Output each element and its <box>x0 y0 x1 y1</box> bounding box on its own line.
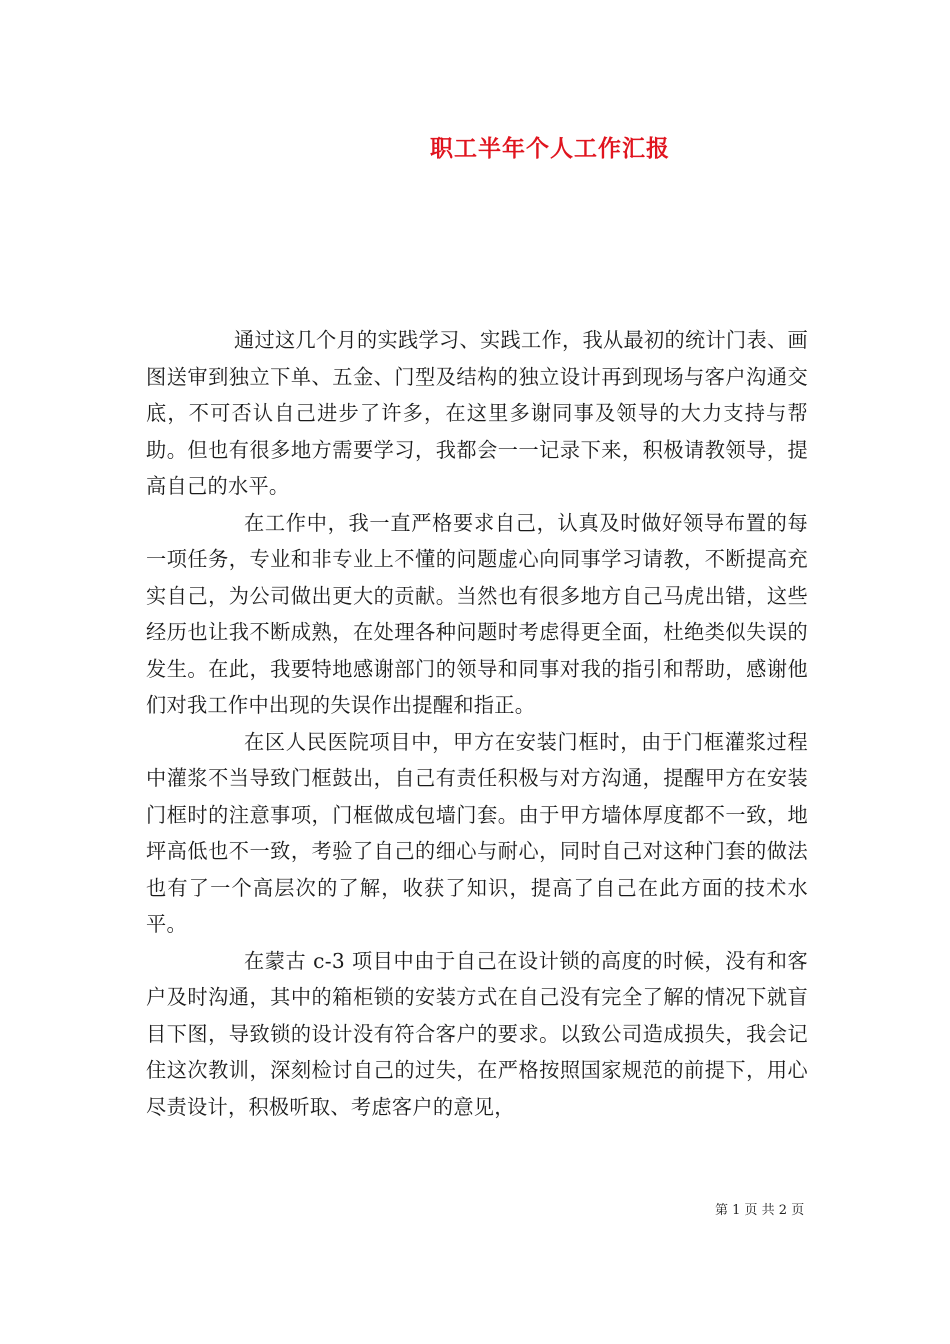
document-body <box>146 322 808 1125</box>
document-title: 职工半年个人工作汇报 <box>430 135 670 162</box>
paragraph-1: 通过这几个月的实践学习、实践工作，我从最初的统计门表、画图送审到独立下单、五金、门型及结构的独立设计再到现场与客户沟通交底，不可否认自己进步了许多，在这里多谢同事及领导的大力支持与帮助。但也有很多地方需要学习，我都会一一记录下来，积极请教领导，提高自己的水平。 <box>146 328 808 498</box>
paragraph-2: 在工作中，我一直严格要求自己，认真及时做好领导布置的每一项任务，专业和非专业上不懂的问题虚心向同事学习请教，不断提高充实自己，为公司做出更大的贡献。当然也有很多地方自己马虎出错，这些经历也让我不断成熟，在处理各种问题时考虑得更全面，杜绝类似失误的发生。在此，我要特地感谢部门的领导和同事对我的指引和帮助，感谢他们对我工作中出现的失误作出提醒和指正。 <box>146 510 808 717</box>
page-number-footer: 第 1 页 共 2 页 <box>715 1203 805 1218</box>
paragraph-3: 在区人民医院项目中，甲方在安装门框时，由于门框灌浆过程中灌浆不当导致门框鼓出，自己有责任积极与对方沟通，提醒甲方在安装门框时的注意事项，门框做成包墙门套。由于甲方墙体厚度都不一致，地坪高低也不一致，考验了自己的细心与耐心，同时自己对这种门套的做法也有了一个高层次的了解，收获了知识，提高了自己在此方面的技术水平。 <box>146 729 808 936</box>
paragraph-4: 在蒙古 c-3 项目中由于自己在设计锁的高度的时候，没有和客户及时沟通，其中的箱柜锁的安装方式在自己没有完全了解的情况下就盲目下图，导致锁的设计没有符合客户的要求。以致公司造成损失，我会记住这次教训，深刻检讨自己的过失，在严格按照国家规范的前提下，用心尽责设计，积极听取、考虑客户的意见， <box>146 948 808 1119</box>
